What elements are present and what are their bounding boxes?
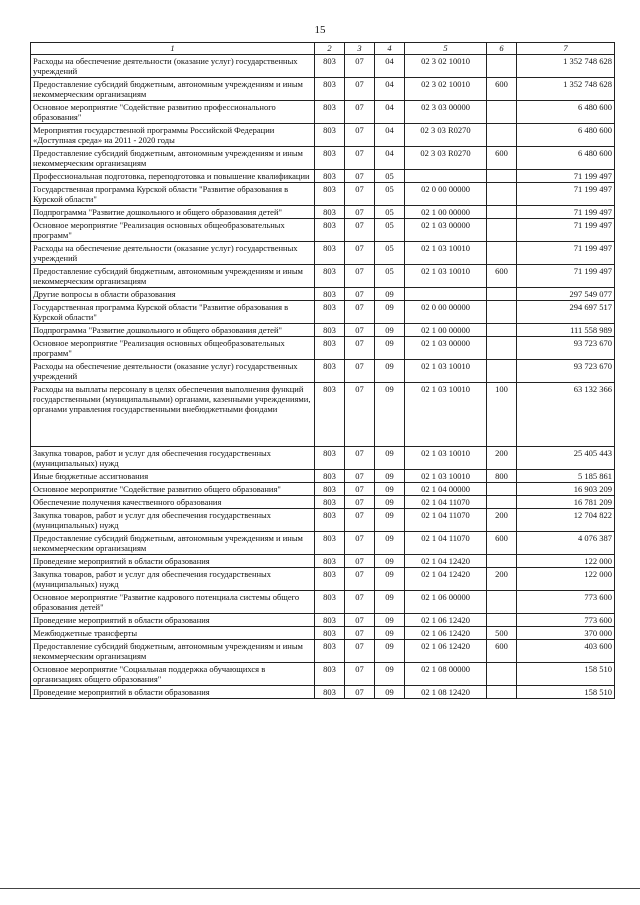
expense-type-cell <box>487 324 517 337</box>
header-cell: 7 <box>517 43 615 55</box>
header-cell: 4 <box>375 43 405 55</box>
expense-type-cell: 200 <box>487 568 517 591</box>
expense-name-cell: Предоставление субсидий бюджетным, автономным учреждениям и иным некоммерческим организациям <box>31 78 315 101</box>
table-row <box>31 124 615 147</box>
expense-name-cell: Предоставление субсидий бюджетным, автономным учреждениям и иным некоммерческим организациям <box>31 147 315 170</box>
expense-name-cell: Государственная программа Курской области "Развитие образования в Курской области" <box>31 301 315 324</box>
expense-name-cell: Предоставление субсидий бюджетным, автономным учреждениям и иным некоммерческим организациям <box>31 265 315 288</box>
expense-type-cell <box>487 242 517 265</box>
amount-cell: 773 600 <box>517 591 615 614</box>
target-article-cell: 02 1 03 10010 <box>405 383 487 447</box>
section-cell: 07 <box>345 288 375 301</box>
amount-cell: 158 510 <box>517 686 615 699</box>
table-row <box>31 360 615 383</box>
expense-type-cell: 600 <box>487 78 517 101</box>
amount-cell: 122 000 <box>517 555 615 568</box>
code-cell: 803 <box>315 496 345 509</box>
expense-type-cell: 200 <box>487 509 517 532</box>
subsection-cell: 09 <box>375 360 405 383</box>
section-cell: 07 <box>345 170 375 183</box>
section-cell: 07 <box>345 640 375 663</box>
expense-type-cell: 600 <box>487 265 517 288</box>
subsection-cell: 05 <box>375 242 405 265</box>
subsection-cell: 09 <box>375 470 405 483</box>
target-article-cell: 02 3 03 R0270 <box>405 124 487 147</box>
subsection-cell: 09 <box>375 509 405 532</box>
section-cell: 07 <box>345 360 375 383</box>
amount-cell: 1 352 748 628 <box>517 78 615 101</box>
expense-type-cell <box>487 686 517 699</box>
expense-type-cell <box>487 591 517 614</box>
section-cell: 07 <box>345 383 375 447</box>
amount-cell: 93 723 670 <box>517 337 615 360</box>
section-cell: 07 <box>345 101 375 124</box>
expense-type-cell <box>487 483 517 496</box>
expense-type-cell <box>487 101 517 124</box>
table-row <box>31 509 615 532</box>
expense-name-cell: Основное мероприятие "Социальная поддержка обучающихся в организациях общего образования" <box>31 663 315 686</box>
subsection-cell: 09 <box>375 663 405 686</box>
code-cell: 803 <box>315 78 345 101</box>
target-article-cell: 02 1 00 00000 <box>405 206 487 219</box>
table-row <box>31 614 615 627</box>
target-article-cell <box>405 170 487 183</box>
expense-name-cell: Закупка товаров, работ и услуг для обеспечения государственных (муниципальных) нужд <box>31 509 315 532</box>
target-article-cell: 02 1 06 12420 <box>405 614 487 627</box>
code-cell: 803 <box>315 568 345 591</box>
amount-cell: 403 600 <box>517 640 615 663</box>
code-cell: 803 <box>315 483 345 496</box>
expense-name-cell: Основное мероприятие "Развитие кадрового потенциала системы общего образования детей" <box>31 591 315 614</box>
code-cell: 803 <box>315 324 345 337</box>
expense-name-cell: Межбюджетные трансферты <box>31 627 315 640</box>
expense-type-cell <box>487 219 517 242</box>
expense-type-cell: 100 <box>487 383 517 447</box>
expense-type-cell <box>487 496 517 509</box>
section-cell: 07 <box>345 447 375 470</box>
subsection-cell: 04 <box>375 124 405 147</box>
section-cell: 07 <box>345 242 375 265</box>
code-cell: 803 <box>315 383 345 447</box>
target-article-cell: 02 1 08 00000 <box>405 663 487 686</box>
table-row <box>31 447 615 470</box>
section-cell: 07 <box>345 470 375 483</box>
section-cell: 07 <box>345 686 375 699</box>
subsection-cell: 09 <box>375 324 405 337</box>
subsection-cell: 05 <box>375 219 405 242</box>
subsection-cell: 05 <box>375 183 405 206</box>
section-cell: 07 <box>345 483 375 496</box>
target-article-cell: 02 1 06 00000 <box>405 591 487 614</box>
expense-type-cell: 600 <box>487 532 517 555</box>
subsection-cell: 05 <box>375 170 405 183</box>
target-article-cell: 02 1 06 12420 <box>405 640 487 663</box>
target-article-cell: 02 1 04 11070 <box>405 509 487 532</box>
target-article-cell: 02 1 04 11070 <box>405 496 487 509</box>
amount-cell: 122 000 <box>517 568 615 591</box>
amount-cell: 71 199 497 <box>517 242 615 265</box>
header-cell: 6 <box>487 43 517 55</box>
table-row <box>31 170 615 183</box>
table-header <box>31 43 615 55</box>
table-row <box>31 591 615 614</box>
amount-cell: 6 480 600 <box>517 147 615 170</box>
section-cell: 07 <box>345 555 375 568</box>
amount-cell: 1 352 748 628 <box>517 55 615 78</box>
target-article-cell: 02 1 04 00000 <box>405 483 487 496</box>
amount-cell: 71 199 497 <box>517 170 615 183</box>
subsection-cell: 05 <box>375 265 405 288</box>
code-cell: 803 <box>315 124 345 147</box>
expense-type-cell <box>487 301 517 324</box>
expense-type-cell: 500 <box>487 627 517 640</box>
amount-cell: 25 405 443 <box>517 447 615 470</box>
code-cell: 803 <box>315 555 345 568</box>
table-row <box>31 470 615 483</box>
code-cell: 803 <box>315 55 345 78</box>
code-cell: 803 <box>315 532 345 555</box>
page-bottom-rule <box>0 888 640 889</box>
target-article-cell: 02 3 02 10010 <box>405 78 487 101</box>
expense-name-cell: Проведение мероприятий в области образования <box>31 614 315 627</box>
amount-cell: 370 000 <box>517 627 615 640</box>
amount-cell: 6 480 600 <box>517 124 615 147</box>
table-row <box>31 483 615 496</box>
amount-cell: 71 199 497 <box>517 265 615 288</box>
amount-cell: 5 185 861 <box>517 470 615 483</box>
code-cell: 803 <box>315 686 345 699</box>
target-article-cell: 02 3 03 R0270 <box>405 147 487 170</box>
expense-type-cell: 600 <box>487 147 517 170</box>
subsection-cell: 09 <box>375 447 405 470</box>
subsection-cell: 09 <box>375 532 405 555</box>
expense-name-cell: Профессиональная подготовка, переподготовка и повышение квалификации <box>31 170 315 183</box>
section-cell: 07 <box>345 78 375 101</box>
header-cell: 2 <box>315 43 345 55</box>
code-cell: 803 <box>315 509 345 532</box>
table-row <box>31 301 615 324</box>
code-cell: 803 <box>315 591 345 614</box>
subsection-cell: 04 <box>375 78 405 101</box>
table-row <box>31 55 615 78</box>
target-article-cell: 02 1 03 10010 <box>405 265 487 288</box>
target-article-cell: 02 1 04 12420 <box>405 568 487 591</box>
section-cell: 07 <box>345 219 375 242</box>
code-cell: 803 <box>315 447 345 470</box>
expense-name-cell: Проведение мероприятий в области образования <box>31 686 315 699</box>
target-article-cell: 02 1 08 12420 <box>405 686 487 699</box>
expense-type-cell <box>487 555 517 568</box>
subsection-cell: 09 <box>375 301 405 324</box>
section-cell: 07 <box>345 663 375 686</box>
code-cell: 803 <box>315 614 345 627</box>
code-cell: 803 <box>315 265 345 288</box>
amount-cell: 16 903 209 <box>517 483 615 496</box>
code-cell: 803 <box>315 640 345 663</box>
expense-name-cell: Предоставление субсидий бюджетным, автономным учреждениям и иным некоммерческим организациям <box>31 640 315 663</box>
amount-cell: 158 510 <box>517 663 615 686</box>
amount-cell: 6 480 600 <box>517 101 615 124</box>
target-article-cell <box>405 288 487 301</box>
section-cell: 07 <box>345 55 375 78</box>
expense-name-cell: Предоставление субсидий бюджетным, автономным учреждениям и иным некоммерческим организациям <box>31 532 315 555</box>
table-row <box>31 101 615 124</box>
expense-type-cell <box>487 614 517 627</box>
expense-type-cell: 200 <box>487 447 517 470</box>
amount-cell: 63 132 366 <box>517 383 615 447</box>
code-cell: 803 <box>315 170 345 183</box>
amount-cell: 93 723 670 <box>517 360 615 383</box>
section-cell: 07 <box>345 627 375 640</box>
subsection-cell: 09 <box>375 383 405 447</box>
section-cell: 07 <box>345 183 375 206</box>
table-row <box>31 532 615 555</box>
code-cell: 803 <box>315 337 345 360</box>
code-cell: 803 <box>315 219 345 242</box>
amount-cell: 297 549 077 <box>517 288 615 301</box>
section-cell: 07 <box>345 206 375 219</box>
target-article-cell: 02 1 03 10010 <box>405 242 487 265</box>
expense-type-cell: 600 <box>487 640 517 663</box>
expense-name-cell: Расходы на обеспечение деятельности (оказание услуг) государственных учреждений <box>31 55 315 78</box>
code-cell: 803 <box>315 206 345 219</box>
table-body <box>31 55 615 699</box>
amount-cell: 4 076 387 <box>517 532 615 555</box>
expense-type-cell <box>487 288 517 301</box>
target-article-cell: 02 1 03 10010 <box>405 447 487 470</box>
target-article-cell: 02 1 04 11070 <box>405 532 487 555</box>
target-article-cell: 02 3 02 10010 <box>405 55 487 78</box>
table-row <box>31 627 615 640</box>
table-row <box>31 206 615 219</box>
section-cell: 07 <box>345 337 375 360</box>
target-article-cell: 02 1 06 12420 <box>405 627 487 640</box>
expense-name-cell: Основное мероприятие "Реализация основных общеобразовательных программ" <box>31 337 315 360</box>
subsection-cell: 09 <box>375 640 405 663</box>
page-number: 15 <box>314 24 326 36</box>
expense-type-cell <box>487 183 517 206</box>
subsection-cell: 04 <box>375 101 405 124</box>
amount-cell: 16 781 209 <box>517 496 615 509</box>
subsection-cell: 04 <box>375 55 405 78</box>
header-cell: 5 <box>405 43 487 55</box>
header-cell: 1 <box>31 43 315 55</box>
amount-cell: 71 199 497 <box>517 206 615 219</box>
expense-name-cell: Основное мероприятие "Содействие развитию профессионального образования" <box>31 101 315 124</box>
table-row <box>31 640 615 663</box>
table-row <box>31 324 615 337</box>
table-row <box>31 663 615 686</box>
expense-name-cell: Обеспечение получения качественного образования <box>31 496 315 509</box>
target-article-cell: 02 1 03 00000 <box>405 337 487 360</box>
expense-name-cell: Подпрограмма "Развитие дошкольного и общего образования детей" <box>31 324 315 337</box>
target-article-cell: 02 1 03 00000 <box>405 219 487 242</box>
target-article-cell: 02 0 00 00000 <box>405 301 487 324</box>
subsection-cell: 09 <box>375 496 405 509</box>
header-row <box>31 43 615 55</box>
subsection-cell: 09 <box>375 614 405 627</box>
target-article-cell: 02 1 03 10010 <box>405 470 487 483</box>
amount-cell: 773 600 <box>517 614 615 627</box>
budget-table <box>30 42 615 699</box>
expense-name-cell: Подпрограмма "Развитие дошкольного и общего образования детей" <box>31 206 315 219</box>
code-cell: 803 <box>315 627 345 640</box>
section-cell: 07 <box>345 568 375 591</box>
amount-cell: 294 697 517 <box>517 301 615 324</box>
subsection-cell: 09 <box>375 591 405 614</box>
code-cell: 803 <box>315 301 345 324</box>
header-cell: 3 <box>345 43 375 55</box>
table-row <box>31 219 615 242</box>
expense-type-cell <box>487 206 517 219</box>
section-cell: 07 <box>345 591 375 614</box>
code-cell: 803 <box>315 101 345 124</box>
table-row <box>31 555 615 568</box>
table-row <box>31 337 615 360</box>
expense-name-cell: Расходы на обеспечение деятельности (оказание услуг) государственных учреждений <box>31 360 315 383</box>
subsection-cell: 09 <box>375 627 405 640</box>
section-cell: 07 <box>345 124 375 147</box>
section-cell: 07 <box>345 496 375 509</box>
code-cell: 803 <box>315 663 345 686</box>
table-row <box>31 686 615 699</box>
expense-name-cell: Закупка товаров, работ и услуг для обеспечения государственных (муниципальных) нужд <box>31 447 315 470</box>
subsection-cell: 09 <box>375 483 405 496</box>
section-cell: 07 <box>345 301 375 324</box>
code-cell: 803 <box>315 183 345 206</box>
expense-type-cell <box>487 55 517 78</box>
expense-name-cell: Закупка товаров, работ и услуг для обеспечения государственных (муниципальных) нужд <box>31 568 315 591</box>
subsection-cell: 09 <box>375 337 405 360</box>
target-article-cell: 02 0 00 00000 <box>405 183 487 206</box>
code-cell: 803 <box>315 147 345 170</box>
target-article-cell: 02 1 00 00000 <box>405 324 487 337</box>
section-cell: 07 <box>345 147 375 170</box>
expense-name-cell: Проведение мероприятий в области образования <box>31 555 315 568</box>
table-row <box>31 265 615 288</box>
subsection-cell: 09 <box>375 568 405 591</box>
expense-name-cell: Мероприятия государственной программы Российской Федерации «Доступная среда» на 2011 - 2020 годы <box>31 124 315 147</box>
section-cell: 07 <box>345 509 375 532</box>
expense-name-cell: Основное мероприятие "Содействие развитию общего образования" <box>31 483 315 496</box>
table-row <box>31 568 615 591</box>
expense-name-cell: Расходы на обеспечение деятельности (оказание услуг) государственных учреждений <box>31 242 315 265</box>
table-row <box>31 383 615 447</box>
amount-cell: 71 199 497 <box>517 219 615 242</box>
code-cell: 803 <box>315 360 345 383</box>
code-cell: 803 <box>315 470 345 483</box>
table-row <box>31 288 615 301</box>
expense-type-cell <box>487 360 517 383</box>
section-cell: 07 <box>345 614 375 627</box>
amount-cell: 111 558 989 <box>517 324 615 337</box>
code-cell: 803 <box>315 288 345 301</box>
expense-name-cell: Государственная программа Курской области "Развитие образования в Курской области" <box>31 183 315 206</box>
table-row <box>31 78 615 101</box>
expense-type-cell: 800 <box>487 470 517 483</box>
target-article-cell: 02 3 03 00000 <box>405 101 487 124</box>
table-row <box>31 183 615 206</box>
subsection-cell: 05 <box>375 206 405 219</box>
expense-type-cell <box>487 663 517 686</box>
expense-type-cell <box>487 124 517 147</box>
subsection-cell: 09 <box>375 555 405 568</box>
subsection-cell: 09 <box>375 686 405 699</box>
subsection-cell: 04 <box>375 147 405 170</box>
expense-name-cell: Основное мероприятие "Реализация основных общеобразовательных программ" <box>31 219 315 242</box>
section-cell: 07 <box>345 532 375 555</box>
target-article-cell: 02 1 03 10010 <box>405 360 487 383</box>
expense-name-cell: Иные бюджетные ассигнования <box>31 470 315 483</box>
expense-name-cell: Другие вопросы в области образования <box>31 288 315 301</box>
section-cell: 07 <box>345 265 375 288</box>
table-row <box>31 147 615 170</box>
code-cell: 803 <box>315 242 345 265</box>
expense-name-cell: Расходы на выплаты персоналу в целях обеспечения выполнения функций государственными (муниципальными) органами, казенными учреждениями, органами управления государственными внебюджетными фондами <box>31 383 315 447</box>
section-cell: 07 <box>345 324 375 337</box>
amount-cell: 12 704 822 <box>517 509 615 532</box>
expense-type-cell <box>487 170 517 183</box>
expense-type-cell <box>487 337 517 360</box>
target-article-cell: 02 1 04 12420 <box>405 555 487 568</box>
amount-cell: 71 199 497 <box>517 183 615 206</box>
table-row <box>31 496 615 509</box>
table-row <box>31 242 615 265</box>
subsection-cell: 09 <box>375 288 405 301</box>
